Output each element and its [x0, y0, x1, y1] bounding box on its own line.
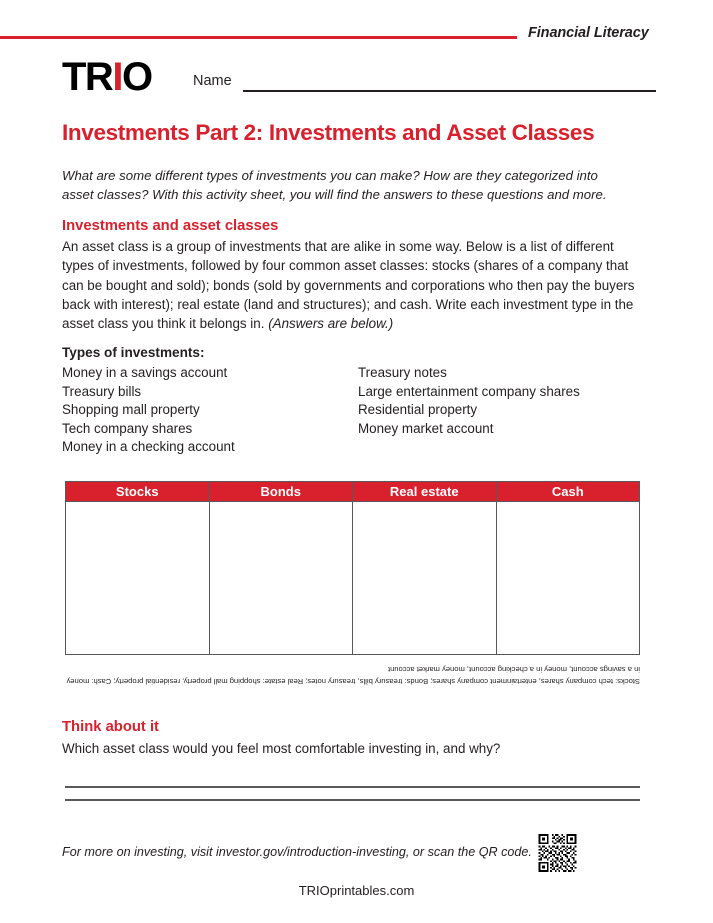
- list-item: Tech company shares: [62, 420, 193, 436]
- name-input-line[interactable]: [243, 90, 656, 92]
- list-item: Treasury bills: [62, 383, 142, 399]
- list-item: Large entertainment company shares: [358, 383, 580, 399]
- investments-list-heading: Types of investments:: [62, 345, 205, 360]
- think-about-it-heading: Think about it: [62, 719, 159, 735]
- qr-code[interactable]: [537, 831, 578, 875]
- answer-key-inverted: Stocks: tech company shares, entertainment company shares; Bonds: treasury bills, treasury notes; Real estate: shopping mall property, residential property; Cash: money in a savings account, money in a checking account, money market account: [66, 665, 640, 686]
- writing-line-2[interactable]: [65, 799, 640, 801]
- table-header-bonds: Bonds: [209, 482, 353, 502]
- table-header-real-estate: Real estate: [353, 482, 497, 502]
- list-item: Money in a savings account: [62, 365, 228, 380]
- list-item: Residential property: [358, 402, 478, 418]
- intro-paragraph: What are some different types of investments you can make? How are they categorized into asset classes? With this activity sheet, you will find the answers to these questions and more.: [62, 168, 607, 202]
- header-accent-rule: [0, 36, 517, 39]
- investments-right-column: [358, 364, 648, 438]
- page-title: Investments Part 2: Investments and Asset Classes: [62, 120, 595, 145]
- footer-site-url: TRIOprintables.com: [298, 883, 415, 898]
- answer-cell-bonds[interactable]: [209, 502, 353, 655]
- investments-left-column: [62, 364, 352, 457]
- list-item: Shopping mall property: [62, 402, 200, 418]
- table-row: [66, 502, 640, 655]
- logo-text-pre: TR: [62, 55, 113, 99]
- subject-label: Financial Literacy: [528, 25, 649, 41]
- section-body-note: (Answers are below.): [268, 316, 394, 332]
- think-about-it-question: Which asset class would you feel most comfortable investing in, and why?: [62, 741, 501, 756]
- answer-cell-stocks[interactable]: [66, 502, 210, 655]
- answer-cell-cash[interactable]: [496, 502, 640, 655]
- table-header-stocks: Stocks: [66, 482, 210, 502]
- asset-class-table: [65, 481, 640, 655]
- list-item: Money market account: [358, 420, 494, 436]
- writing-line-1[interactable]: [65, 786, 640, 788]
- table-header-row: [66, 482, 640, 502]
- section-body-main: An asset class is a group of investments that are alike in some way. Below is a list of different types of investments, followed by four common asset classes: stocks (shares of a company that can be bought and sold); bonds (sold by governments and corporations who then pay the buyers back with interest); real estate (land and structures); and cash. Write each investment type in the asset class you think it belongs in.: [62, 239, 635, 332]
- trio-logo: [62, 57, 152, 97]
- table-header-cash: Cash: [496, 482, 640, 502]
- list-item: Money in a checking account: [62, 439, 235, 455]
- name-field-label: Name: [193, 73, 232, 89]
- logo-text-post: O: [121, 55, 152, 99]
- section-body: [62, 237, 645, 333]
- footer-note: For more on investing, visit investor.gov/introduction-investing, or scan the QR code.: [62, 845, 532, 859]
- logo-accent-letter: I: [112, 55, 122, 99]
- list-item: Treasury notes: [358, 365, 447, 380]
- section-heading: Investments and asset classes: [62, 218, 279, 234]
- answer-cell-real-estate[interactable]: [353, 502, 497, 655]
